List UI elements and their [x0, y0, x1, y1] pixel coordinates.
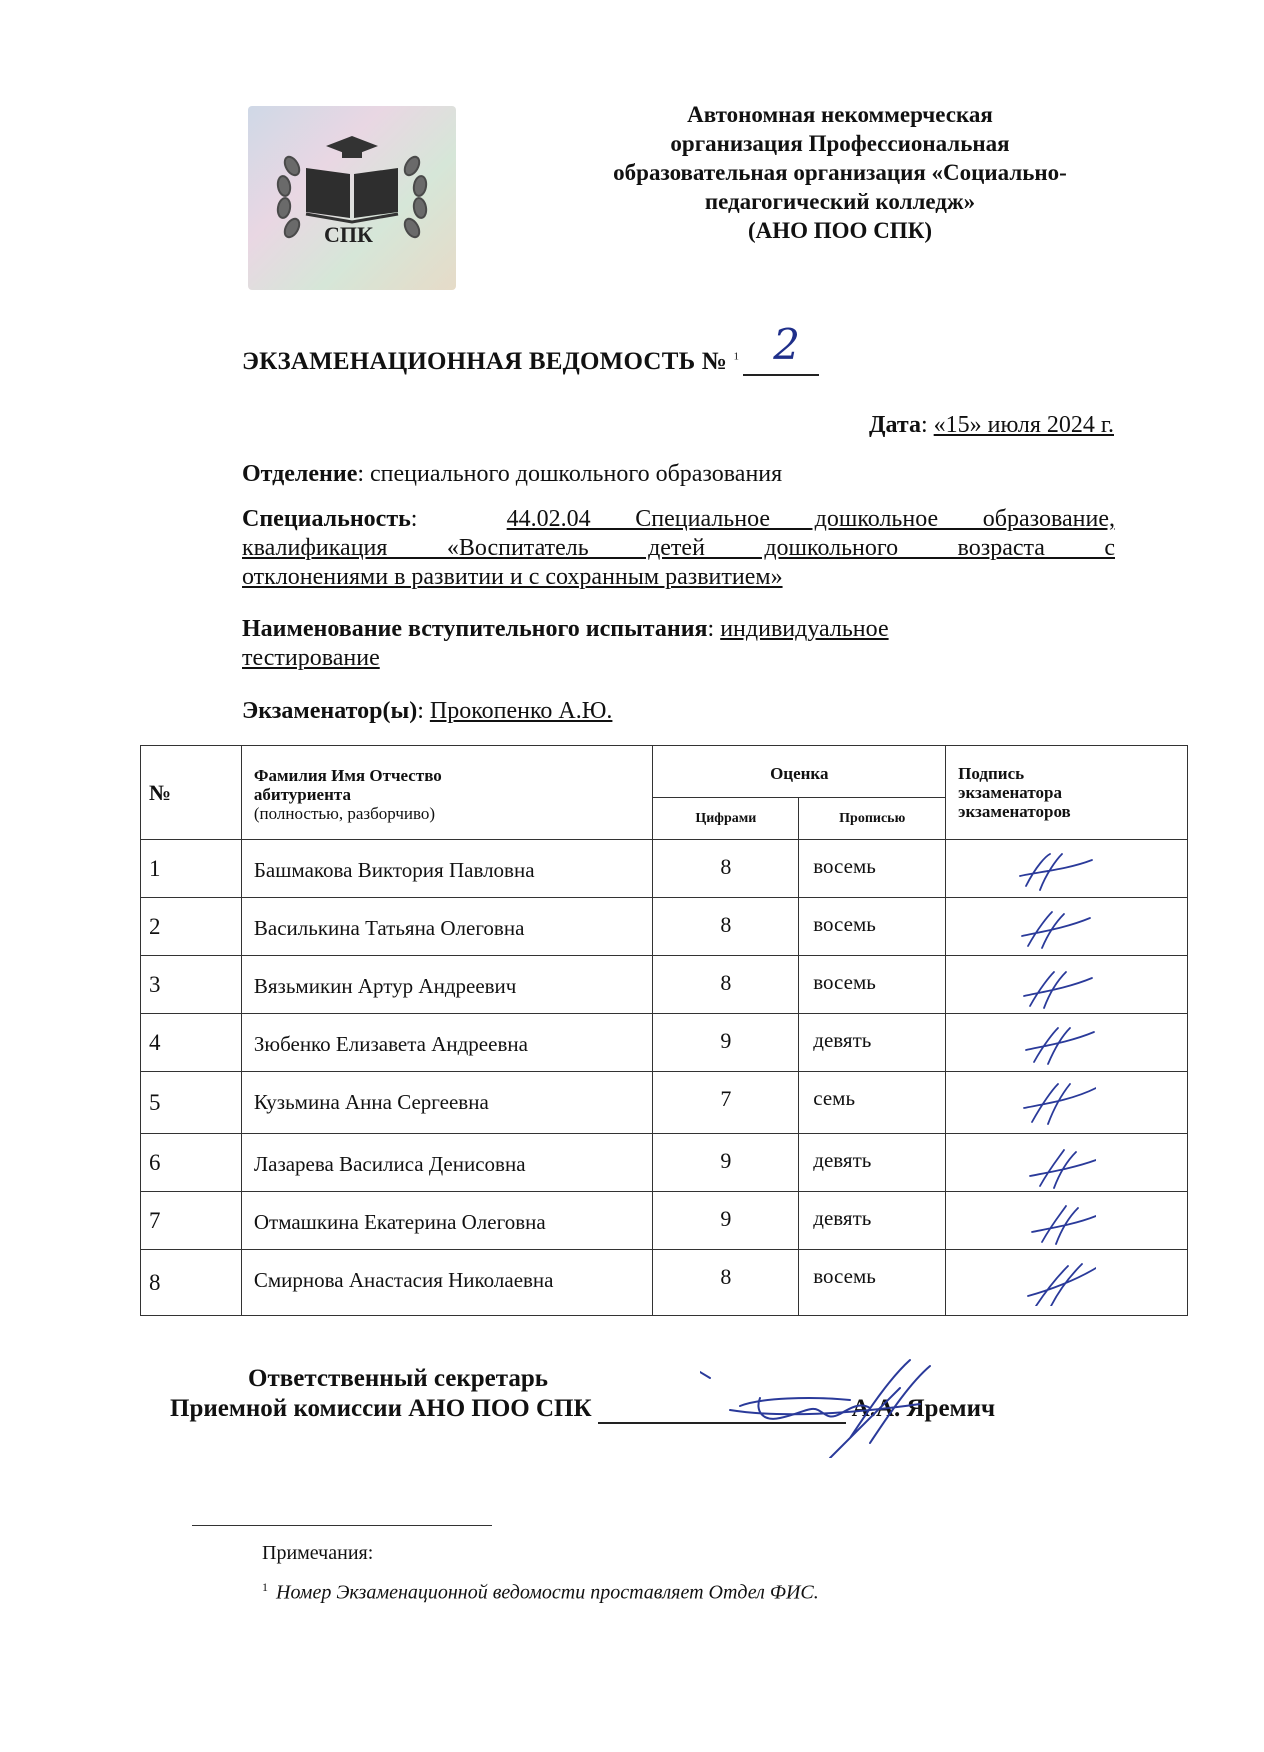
secretary-name: А.А. Яремич	[851, 1395, 996, 1422]
org-line-3: образовательная организация «Социально-	[613, 160, 1067, 185]
row-examiner-signature	[946, 1014, 1188, 1072]
header-name-line-1: Фамилия Имя Отчество	[253, 766, 442, 785]
exam-value-line-1: индивидуальное	[720, 616, 889, 642]
header-grade: Оценка	[653, 746, 946, 798]
header-grade-words: Прописью	[799, 798, 946, 840]
specialty-label: Специальность	[242, 506, 411, 532]
logo-abbrev: СПК	[324, 222, 373, 247]
row-applicant-name: Кузьмина Анна Сергеевна	[241, 1072, 653, 1134]
row-num: 1	[141, 840, 242, 898]
row-grade-digits: 7	[653, 1072, 799, 1134]
row-grade-words: восемь	[799, 898, 946, 956]
examiner-signature-icon	[1016, 1020, 1096, 1070]
row-examiner-signature	[946, 1072, 1188, 1134]
table-row	[141, 1072, 1188, 1134]
specialty-block: Специальность: 44.02.04 Специальное дошкольное образование, квалификация «Воспитатель детей дошкольного возраста с отклонениями в развитии и с сохранным развитием»	[242, 506, 1115, 590]
row-grade-digits: 8	[653, 898, 799, 956]
title-text: ЭКЗАМЕНАЦИОННАЯ ВЕДОМОСТЬ №	[242, 348, 728, 375]
secretary-signature-icon	[700, 1348, 960, 1458]
row-applicant-name: Смирнова Анастасия Николаевна	[241, 1250, 653, 1316]
examiner-signature-icon	[1016, 962, 1096, 1012]
handwritten-sheet-number: 2	[773, 320, 801, 369]
row-grade-digits: 8	[653, 840, 799, 898]
table-row	[141, 1014, 1188, 1072]
org-line-5: (АНО ПОО СПК)	[747, 218, 933, 243]
row-applicant-name: Лазарева Василиса Денисовна	[241, 1134, 653, 1192]
row-num: 4	[141, 1014, 242, 1072]
row-num: 7	[141, 1192, 242, 1250]
date-label: Дата	[869, 412, 921, 438]
row-applicant-name: Зюбенко Елизавета Андреевна	[241, 1014, 653, 1072]
header-num: №	[141, 746, 242, 840]
department-label: Отделение	[242, 461, 358, 487]
table-row	[141, 1250, 1188, 1316]
date-line: Дата: «15» июля 2024 г.	[869, 412, 1114, 438]
table-row	[141, 956, 1188, 1014]
specialty-line-3: отклонениями в развитии и с сохранным развитием»	[242, 564, 783, 590]
row-examiner-signature	[946, 1134, 1188, 1192]
row-applicant-name: Отмашкина Екатерина Олеговна	[241, 1192, 653, 1250]
examiner-signature-icon	[1016, 1140, 1096, 1190]
row-examiner-signature	[946, 956, 1188, 1014]
row-grade-words: девять	[799, 1014, 946, 1072]
results-table	[140, 745, 1188, 1316]
org-line-2: организация Профессиональная	[670, 131, 1010, 156]
header-name	[241, 746, 653, 840]
row-grade-words: восемь	[799, 1250, 946, 1316]
header-grade-digits: Цифрами	[653, 798, 799, 840]
row-examiner-signature	[946, 840, 1188, 898]
sheet-number-field	[743, 320, 819, 376]
row-num: 2	[141, 898, 242, 956]
header-signature-line-2: экзаменатора	[958, 783, 1062, 802]
row-examiner-signature	[946, 898, 1188, 956]
title-footnote-ref: 1	[733, 350, 740, 363]
table-row	[141, 1134, 1188, 1192]
row-grade-words: восемь	[799, 956, 946, 1014]
department-line: Отделение: специального дошкольного образования	[242, 461, 783, 487]
row-num: 6	[141, 1134, 242, 1192]
row-num: 5	[141, 1072, 242, 1134]
row-applicant-name: Башмакова Виктория Павловна	[241, 840, 653, 898]
row-grade-digits: 9	[653, 1014, 799, 1072]
table-row	[141, 1192, 1188, 1250]
row-num: 8	[141, 1250, 242, 1316]
org-line-4: педагогический колледж»	[704, 189, 976, 214]
header-name-line-3: (полностью, разборчиво)	[253, 804, 436, 823]
organization-header	[520, 100, 1160, 245]
table-row	[141, 840, 1188, 898]
footnote-line	[262, 1580, 819, 1605]
exam-name-block: Наименование вступительного испытания: индивидуальное тестирование	[242, 615, 1115, 673]
org-line-1: Автономная некоммерческая	[687, 102, 993, 127]
footnote-divider	[192, 1525, 492, 1526]
exam-label: Наименование вступительного испытания	[242, 616, 708, 642]
specialty-line-2: квалификация «Воспитатель детей дошкольного возраста с	[242, 535, 1115, 561]
header-signature-line-1: Подпись	[958, 764, 1025, 783]
examiner-signature-icon	[1016, 904, 1096, 954]
table-row	[141, 898, 1188, 956]
footnote-number: 1	[262, 1580, 268, 1594]
secretary-line-2: Приемной комиссии АНО ПОО СПК	[170, 1395, 592, 1422]
table-header-row	[141, 746, 1188, 798]
notes-label: Примечания:	[262, 1542, 374, 1564]
row-examiner-signature	[946, 1250, 1188, 1316]
logo-emblem-icon	[248, 106, 456, 290]
date-value: «15» июля 2024 г.	[933, 412, 1114, 438]
header-name-line-2: абитуриента	[253, 785, 351, 804]
row-grade-digits: 8	[653, 956, 799, 1014]
exam-value-line-2: тестирование	[242, 645, 380, 671]
examiner-line: Экзаменатор(ы): Прокопенко А.Ю.	[242, 698, 613, 724]
row-grade-digits: 9	[653, 1134, 799, 1192]
row-grade-digits: 9	[653, 1192, 799, 1250]
header-signature	[946, 746, 1188, 840]
row-grade-words: восемь	[799, 840, 946, 898]
college-logo	[248, 106, 456, 290]
examiner-value: Прокопенко А.Ю.	[429, 698, 613, 724]
row-grade-words: семь	[799, 1072, 946, 1134]
row-applicant-name: Василькина Татьяна Олеговна	[241, 898, 653, 956]
row-grade-digits: 8	[653, 1250, 799, 1316]
department-value: специального дошкольного образования	[370, 461, 783, 487]
examiner-signature-icon	[1016, 1198, 1096, 1248]
secretary-line-1: Ответственный секретарь	[248, 1365, 548, 1392]
row-applicant-name: Вязьмикин Артур Андреевич	[241, 956, 653, 1014]
row-grade-words: девять	[799, 1134, 946, 1192]
examiner-signature-icon	[1016, 1078, 1096, 1128]
row-examiner-signature	[946, 1192, 1188, 1250]
row-grade-words: девять	[799, 1192, 946, 1250]
specialty-line-1: 44.02.04 Специальное дошкольное образование,	[506, 506, 1115, 532]
examiner-signature-icon	[1016, 1256, 1096, 1306]
footnote-text: Номер Экзаменационной ведомости проставляет Отдел ФИС.	[276, 1581, 819, 1604]
examiner-signature-icon	[1016, 846, 1096, 896]
header-signature-line-3: экзаменаторов	[958, 802, 1071, 821]
document-title	[242, 320, 819, 376]
examiner-label: Экзаменатор(ы)	[242, 698, 418, 724]
table-body	[141, 840, 1188, 1316]
row-num: 3	[141, 956, 242, 1014]
